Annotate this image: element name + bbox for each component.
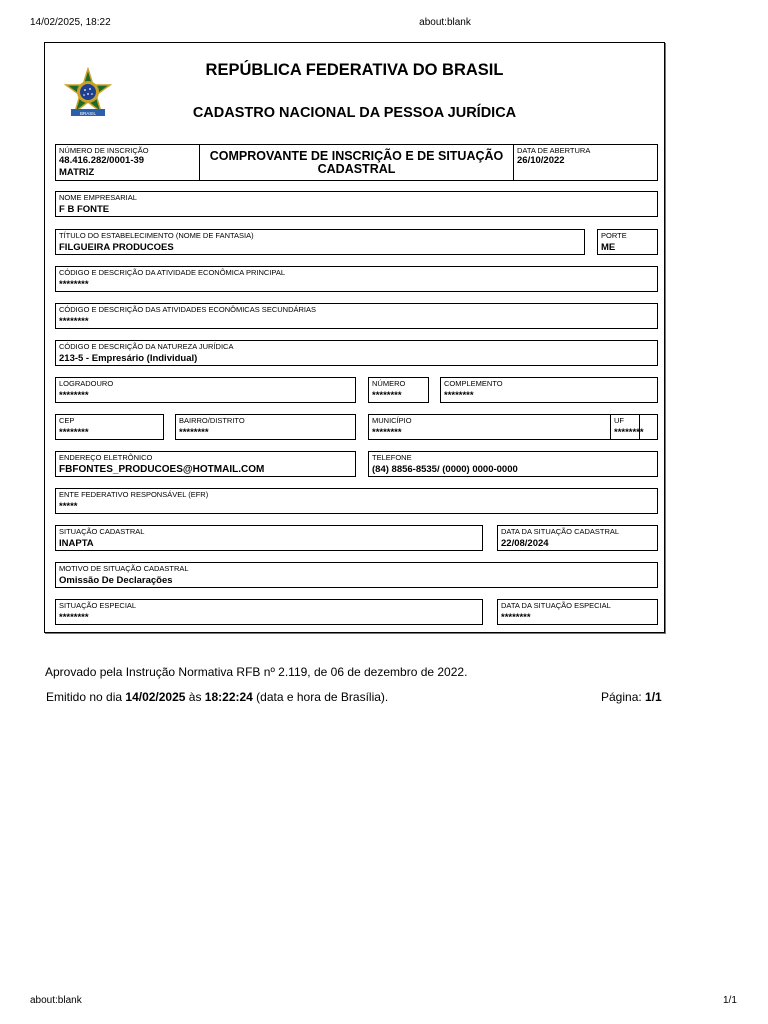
print-footer-page: 1/1 <box>723 995 737 1006</box>
inscricao-value: 48.416.282/0001-39 <box>59 155 145 166</box>
abertura-label: DATA DE ABERTURA <box>517 146 591 155</box>
cep-field <box>55 414 164 440</box>
telefone-field <box>368 451 658 477</box>
page-title: REPÚBLICA FEDERATIVA DO BRASIL <box>205 61 504 79</box>
abertura-value: 26/10/2022 <box>517 155 565 166</box>
approval-note: Aprovado pela Instrução Normativa RFB nº 2.119, de 06 de dezembro de 2022. <box>45 665 468 679</box>
data-situacao-value: 22/08/2024 <box>501 538 549 549</box>
comprovante-text: COMPROVANTE DE INSCRIÇÃO E DE SITUAÇÃO CADASTRAL <box>209 148 504 176</box>
logradouro-value: ******** <box>59 390 89 401</box>
efr-value: ***** <box>59 501 78 512</box>
numero-label: NÚMERO <box>372 379 406 388</box>
atividade-principal-label: CÓDIGO E DESCRIÇÃO DA ATIVIDADE ECONÔMICA PRINCIPAL <box>59 268 286 277</box>
telefone-label: TELEFONE <box>372 453 412 462</box>
page-subtitle: CADASTRO NACIONAL DA PESSOA JURÍDICA <box>192 105 517 121</box>
municipio-label: MUNICÍPIO <box>372 416 412 425</box>
inscricao-label: NÚMERO DE INSCRIÇÃO <box>59 146 149 155</box>
atividade-principal-value: ******** <box>59 279 89 290</box>
nome-fantasia-label: TÍTULO DO ESTABELECIMENTO (NOME DE FANTASIA) <box>59 231 254 240</box>
bairro-label: BAIRRO/DISTRITO <box>179 416 245 425</box>
numero-value: ******** <box>372 390 402 401</box>
inscricao-tipo: MATRIZ <box>59 167 95 178</box>
motivo-field <box>55 562 658 588</box>
data-situacao-label: DATA DA SITUAÇÃO CADASTRAL <box>501 527 620 536</box>
porte-label: PORTE <box>601 231 627 240</box>
municipio-field <box>368 414 640 440</box>
logradouro-label: LOGRADOURO <box>59 379 114 388</box>
situacao-especial-value: ******** <box>59 612 89 623</box>
atividades-secundarias-label: CÓDIGO E DESCRIÇÃO DAS ATIVIDADES ECONÔMICAS SECUNDÁRIAS <box>59 305 316 314</box>
complemento-label: COMPLEMENTO <box>444 379 503 388</box>
bairro-value: ******** <box>179 427 209 438</box>
situacao-especial-label: SITUAÇÃO ESPECIAL <box>59 601 137 610</box>
email-field <box>55 451 356 477</box>
natureza-juridica-value: 213-5 - Empresário (Individual) <box>59 353 198 364</box>
page-label: Página: <box>601 690 646 704</box>
complemento-field <box>440 377 658 403</box>
brasao-ribbon-text: BRASIL <box>79 110 97 116</box>
telefone-value: (84) 8856-8535/ (0000) 0000-0000 <box>372 464 518 475</box>
data-situacao-especial-label: DATA DA SITUAÇÃO ESPECIAL <box>501 601 611 610</box>
situacao-value: INAPTA <box>59 538 94 549</box>
issued-mid: às <box>185 690 205 704</box>
nome-empresarial-field <box>55 191 658 217</box>
atividades-secundarias-value: ******** <box>59 316 89 327</box>
efr-label: ENTE FEDERATIVO RESPONSÁVEL (EFR) <box>59 490 209 499</box>
inscricao-field <box>55 144 200 181</box>
issued-line <box>46 690 388 704</box>
comprovante-title <box>199 144 514 181</box>
natureza-juridica-field <box>55 340 658 366</box>
data-situacao-especial-field <box>497 599 658 625</box>
situacao-field <box>55 525 483 551</box>
nome-fantasia-field <box>55 229 585 255</box>
print-footer-url: about:blank <box>30 995 82 1006</box>
issued-date: 14/02/2025 <box>125 690 186 704</box>
situacao-label: SITUAÇÃO CADASTRAL <box>59 527 145 536</box>
complemento-value: ******** <box>444 390 474 401</box>
print-header-title: about:blank <box>419 17 471 28</box>
data-situacao-especial-value: ******** <box>501 612 531 623</box>
email-value: FBFONTES_PRODUCOES@HOTMAIL.COM <box>59 464 265 475</box>
efr-field <box>55 488 658 514</box>
porte-field <box>597 229 658 255</box>
issued-prefix: Emitido no dia <box>46 690 126 704</box>
uf-label: UF <box>614 416 624 425</box>
atividades-secundarias-field <box>55 303 658 329</box>
nome-fantasia-value: FILGUEIRA PRODUCOES <box>59 242 174 253</box>
cnpj-document <box>44 42 665 633</box>
bairro-field <box>175 414 356 440</box>
natureza-juridica-label: CÓDIGO E DESCRIÇÃO DA NATUREZA JURÍDICA <box>59 342 234 351</box>
email-label: ENDEREÇO ELETRÔNICO <box>59 453 153 462</box>
data-situacao-field <box>497 525 658 551</box>
municipio-value: ******** <box>372 427 402 438</box>
uf-value: ******** <box>614 427 644 438</box>
print-header-datetime: 14/02/2025, 18:22 <box>30 17 111 28</box>
motivo-value: Omissão De Declarações <box>59 575 173 586</box>
page-indicator <box>601 690 662 704</box>
page-value: 1/1 <box>645 690 662 704</box>
logradouro-field <box>55 377 356 403</box>
porte-value: ME <box>601 242 616 253</box>
issued-suffix: (data e hora de Brasília). <box>252 690 389 704</box>
numero-field <box>368 377 429 403</box>
abertura-field <box>513 144 658 181</box>
situacao-especial-field <box>55 599 483 625</box>
motivo-label: MOTIVO DE SITUAÇÃO CADASTRAL <box>59 564 189 573</box>
atividade-principal-field <box>55 266 658 292</box>
cep-value: ******** <box>59 427 89 438</box>
uf-field <box>610 414 658 440</box>
nome-empresarial-value: F B FONTE <box>59 204 110 215</box>
issued-time: 18:22:24 <box>204 690 253 704</box>
cep-label: CEP <box>59 416 75 425</box>
nome-empresarial-label: NOME EMPRESARIAL <box>59 193 137 202</box>
